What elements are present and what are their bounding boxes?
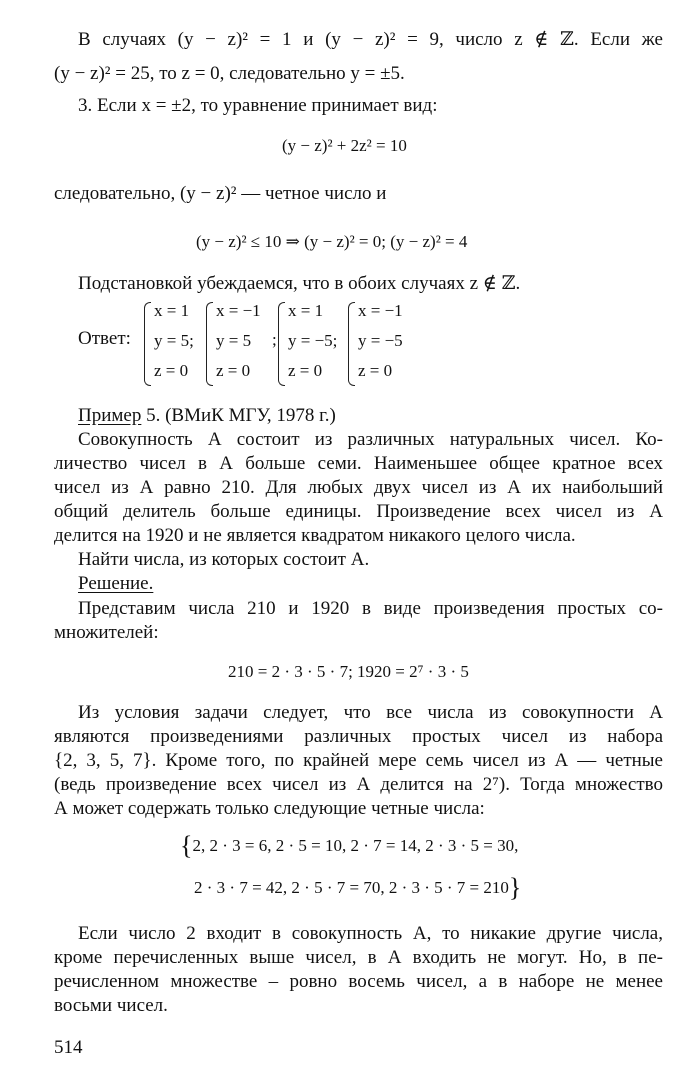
text-line: Совокупность А состоит из различных натуральных чисел. Ко- [78,429,663,450]
example-heading [78,404,336,428]
brace-icon [206,302,213,386]
equation: (y − z)² + 2z² = 10 [282,136,407,155]
text-line: личество чисел в А больше семи. Наименьшее общее кратное всех [54,453,663,474]
text-line: (ведь произведение всех чисел из А делится на 2⁷). Тогда множество [54,774,663,795]
brace-icon [348,302,355,386]
system-row: x = −1 [358,301,403,320]
text-line: Подстановкой убеждаемся, что в обоих случаях z ∉ ℤ. [78,273,521,294]
text-line: делится на 1920 и не является квадратом никакого целого числа. [54,525,576,546]
example-label: Пример [78,405,142,426]
text-line: (y − z)² = 25, то z = 0, следовательно y = ±5. [54,63,405,84]
system-row: y = 5 [216,331,252,350]
text-line: являются произведениями различных простых чисел из набора [54,726,663,747]
system-row: x = −1 [216,301,261,320]
system-separator: ; [272,330,277,349]
set-line [180,831,519,860]
answer-label: Ответ: [78,328,131,349]
system-row: x = 1 [154,301,190,320]
set-content: 2, 2 · 3 = 6, 2 · 5 = 10, 2 · 7 = 14, 2 · 3 · 5 = 30, [192,836,519,855]
text-line: Найти числа, из которых состоит А. [78,549,370,570]
text-line: восьми чисел. [54,995,168,1016]
example-source: 5. (ВМиК МГУ, 1978 г.) [141,405,336,426]
text-line: Представим числа 210 и 1920 в виде произведения простых со- [78,598,663,619]
text-line: {2, 3, 5, 7}. Кроме того, по крайней мере семь чисел из А — четные [54,750,663,771]
system-row: z = 0 [216,361,251,380]
text-line: чисел из А равно 210. Для любых двух чисел из А их наибольший [54,477,663,498]
system-row: y = 5; [154,331,194,350]
system-row: z = 0 [288,361,323,380]
text-line: В случаях (y − z)² = 1 и (y − z)² = 9, число z ∉ ℤ. Если же [78,29,663,50]
text-line: общий делитель больше единицы. Произведение всех чисел из А [54,501,663,522]
set-brace-open: { [180,831,193,860]
system-row: z = 0 [358,361,393,380]
set-line [194,873,522,902]
page-number: 514 [54,1037,83,1058]
text-line: 3. Если x = ±2, то уравнение принимает вид: [78,95,438,116]
text-line: Если число 2 входит в совокупность А, то никакие другие числа, [78,923,663,944]
text-line: множителей: [54,622,159,643]
text-line: Из условия задачи следует, что все числа из совокупности А [78,702,663,723]
set-content: 2 · 3 · 7 = 42, 2 · 5 · 7 = 70, 2 · 3 · 5 · 7 = 210 [194,878,509,897]
text-line: следовательно, (y − z)² — четное число и [54,183,387,204]
system-row: x = 1 [288,301,324,320]
text-line: речисленном множестве – ровно восемь чисел, а в наборе не менее [54,971,663,992]
set-brace-close: } [508,873,522,902]
system-row: y = −5 [358,331,403,350]
brace-icon [278,302,285,386]
solution-label: Решение. [78,573,154,594]
brace-icon [144,302,151,386]
system-row: z = 0 [154,361,189,380]
equation: (y − z)² ≤ 10 ⇒ (y − z)² = 0; (y − z)² = 4 [196,232,468,251]
text-line: кроме перечисленных выше чисел, в А входить не могут. Но, в пе- [54,947,663,968]
system-row: y = −5; [288,331,338,350]
equation: 210 = 2 · 3 · 5 · 7; 1920 = 2⁷ · 3 · 5 [228,662,469,681]
text-line: А может содержать только следующие четные числа: [54,798,485,819]
